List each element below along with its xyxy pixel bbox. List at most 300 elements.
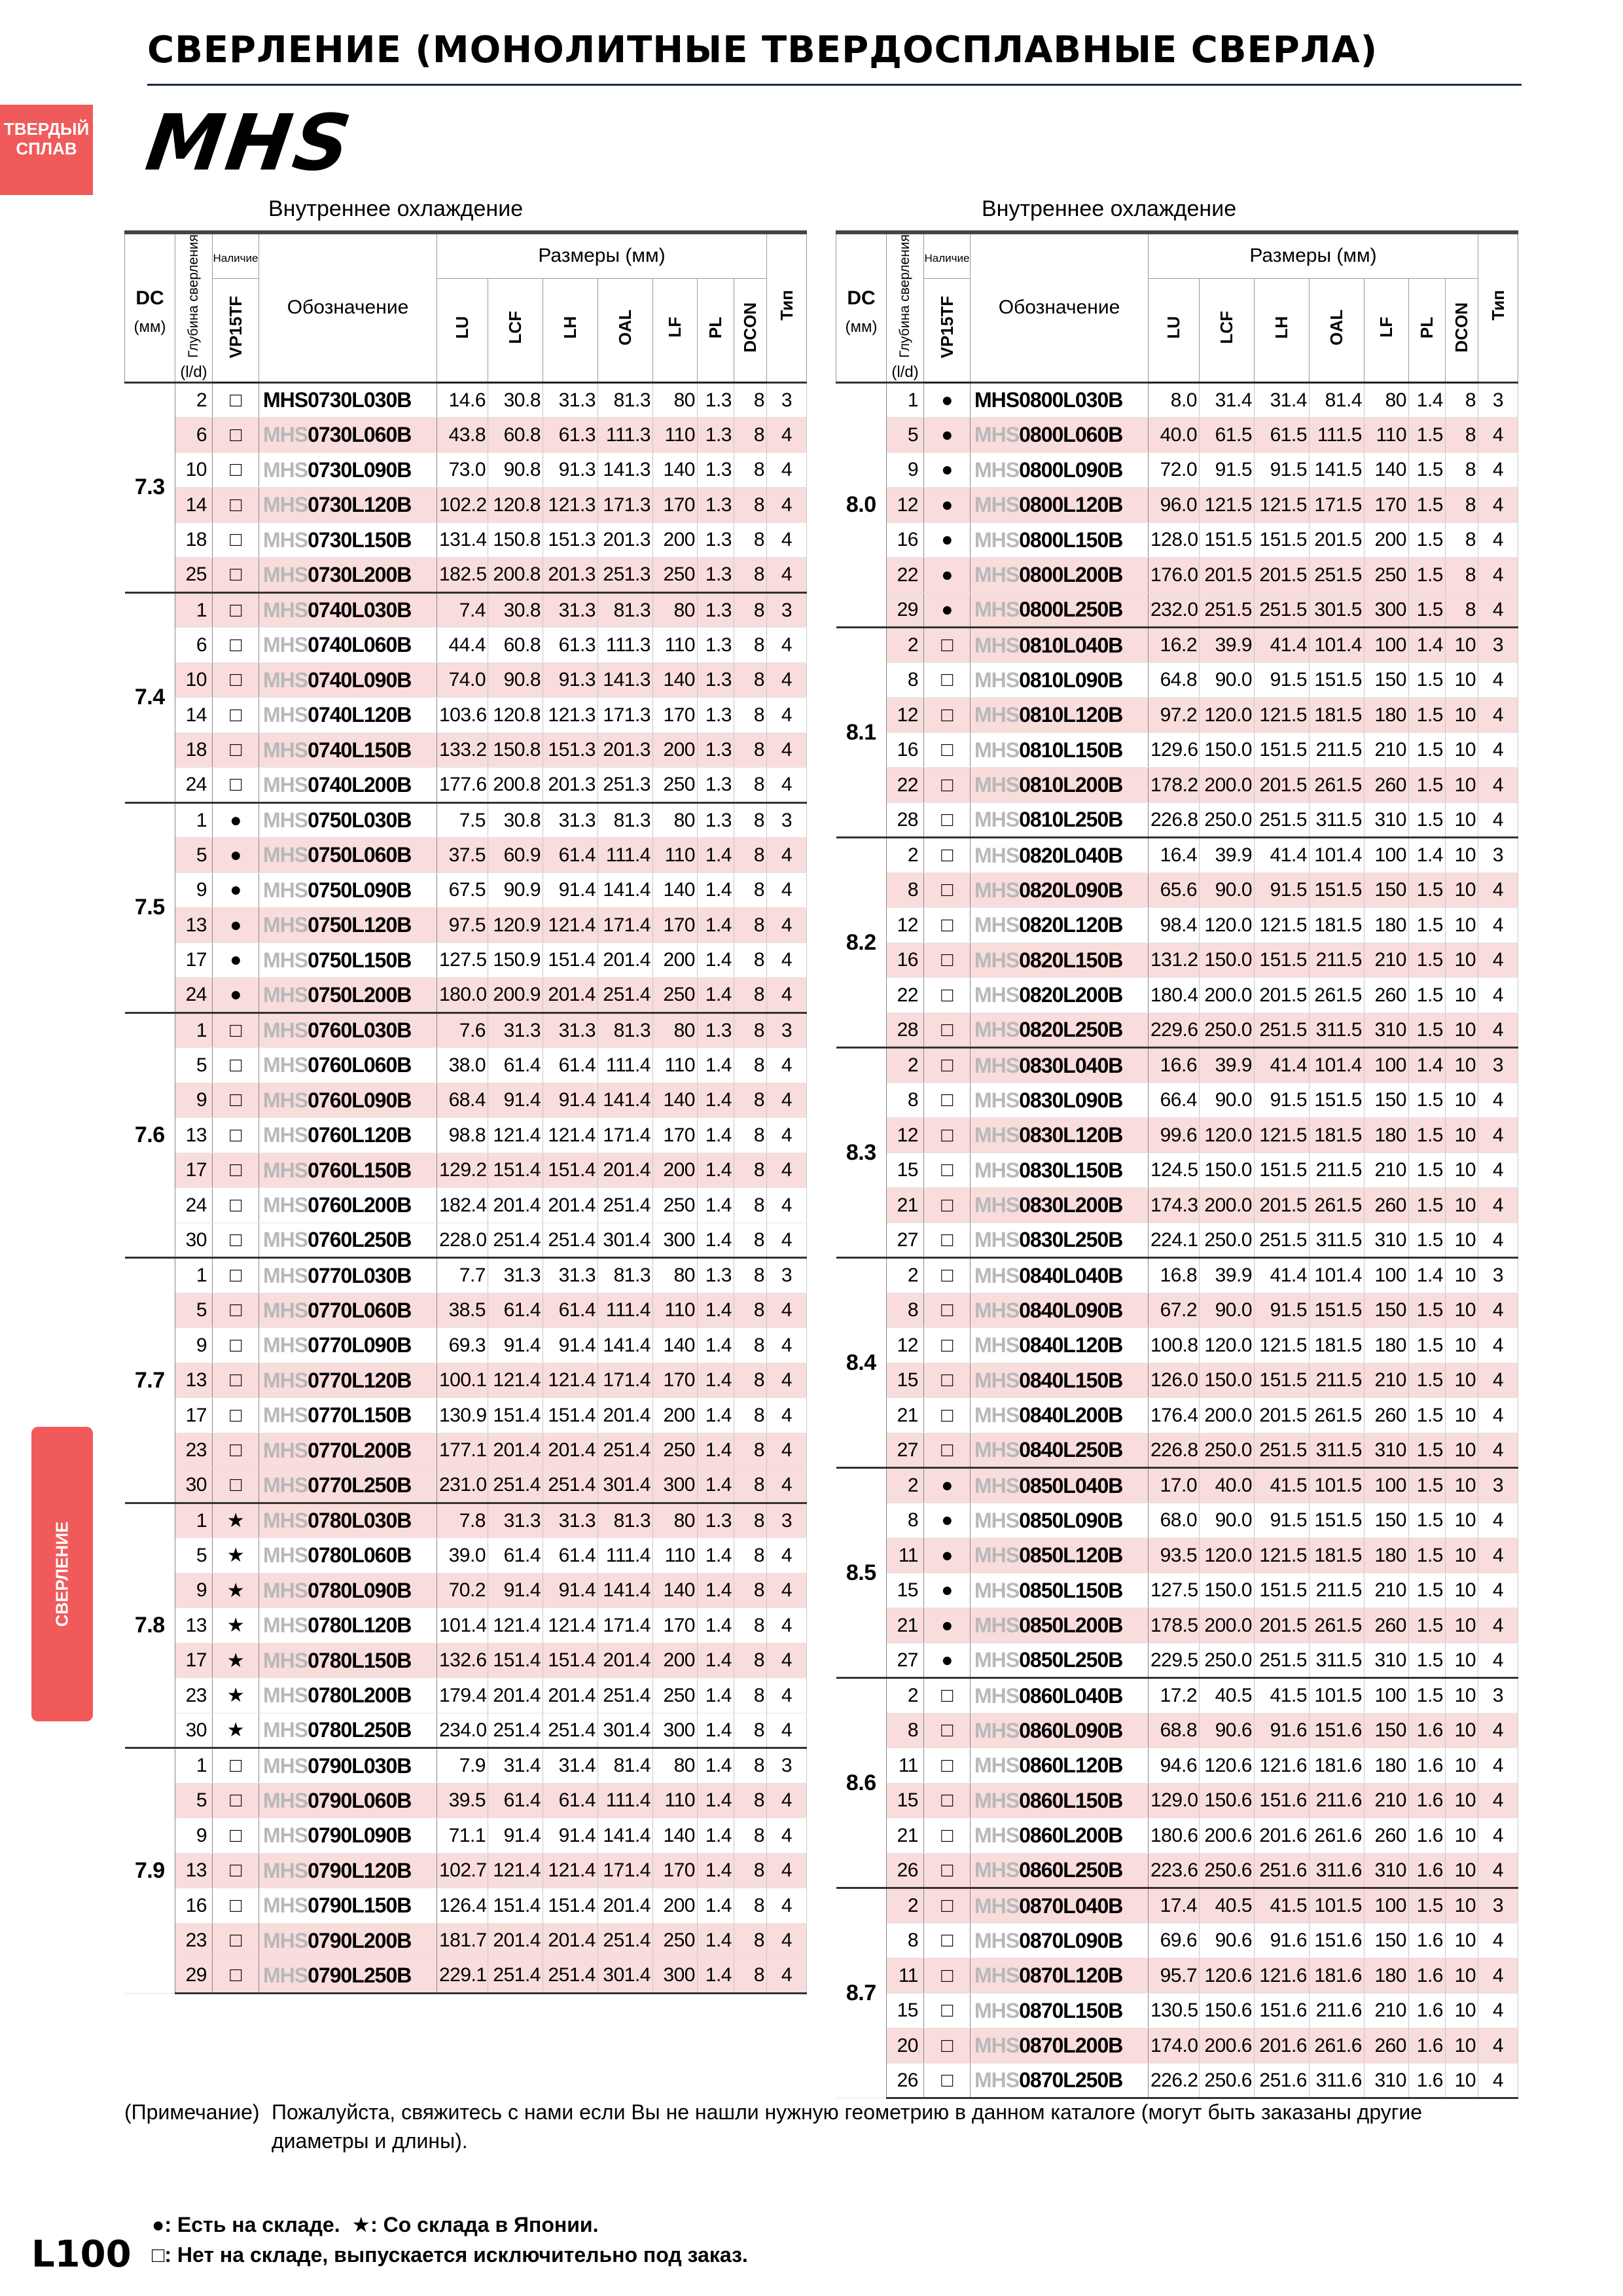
code-body: 0740L060B — [308, 633, 412, 656]
table-row — [836, 872, 1518, 908]
designation-code[interactable] — [971, 1328, 1149, 1363]
lcf-value: 150.0 — [1200, 732, 1255, 768]
lcf-value: 39.9 — [1200, 628, 1255, 663]
designation-code[interactable] — [971, 1573, 1149, 1608]
lf-value: 80 — [653, 382, 698, 418]
lh-value: 151.4 — [543, 942, 598, 978]
table-row — [836, 1083, 1518, 1118]
code-prefix: MHS — [263, 878, 308, 902]
code-body: 0780L060B — [308, 1543, 412, 1567]
table-row — [836, 908, 1518, 943]
code-prefix: MHS — [263, 1123, 308, 1147]
lu-value: 129.0 — [1149, 1783, 1200, 1818]
lf-value: 140 — [653, 452, 698, 488]
depth-value: 16 — [175, 1888, 213, 1924]
designation-code[interactable] — [259, 452, 437, 488]
lu-value: 130.9 — [437, 1398, 488, 1433]
lu-value: 68.0 — [1149, 1503, 1200, 1538]
code-prefix: MHS — [974, 1823, 1020, 1847]
designation-code[interactable] — [259, 418, 437, 453]
lh-value: 151.4 — [543, 1643, 598, 1678]
depth-value: 13 — [175, 1363, 213, 1398]
designation-code[interactable] — [971, 1118, 1149, 1153]
designation-code[interactable] — [971, 1398, 1149, 1433]
depth-value: 8 — [887, 872, 924, 908]
lf-value: 100 — [1364, 1888, 1409, 1924]
designation-code[interactable] — [259, 1153, 437, 1188]
depth-value: 8 — [887, 1293, 924, 1328]
type-value: 4 — [767, 1328, 807, 1363]
designation-code[interactable] — [971, 1188, 1149, 1223]
designation-code[interactable] — [259, 1293, 437, 1328]
type-value: 4 — [1478, 522, 1518, 558]
oal-value: 211.5 — [1310, 942, 1364, 978]
lcf-value: 200.6 — [1200, 2028, 1255, 2064]
lcf-value: 120.0 — [1200, 908, 1255, 943]
designation-code[interactable] — [971, 838, 1149, 873]
designation-code[interactable] — [259, 1958, 437, 1994]
code-prefix: MHS — [974, 1928, 1020, 1952]
designation-code[interactable] — [259, 382, 437, 418]
designation-code[interactable] — [259, 802, 437, 838]
pl-value: 1.5 — [1409, 942, 1446, 978]
designation-code[interactable] — [971, 452, 1149, 488]
availability-order-icon: □ — [924, 768, 971, 803]
table-row — [836, 1153, 1518, 1188]
pl-value: 1.3 — [698, 452, 734, 488]
code-prefix: MHS — [974, 843, 1020, 867]
designation-code[interactable] — [259, 1923, 437, 1958]
availability-order-icon: □ — [924, 1888, 971, 1924]
designation-code[interactable] — [259, 1118, 437, 1153]
code-body: 0810L150B — [1019, 738, 1123, 762]
designation-code[interactable] — [259, 1223, 437, 1258]
lf-value: 170 — [653, 908, 698, 943]
availability-order-icon: □ — [213, 1783, 259, 1818]
designation-code[interactable] — [971, 1608, 1149, 1643]
code-prefix: MHS — [974, 493, 1020, 516]
dcon-value: 10 — [1446, 1713, 1478, 1748]
lf-value: 260 — [1364, 1188, 1409, 1223]
depth-value: 9 — [887, 452, 924, 488]
depth-value: 8 — [887, 662, 924, 698]
dcon-value: 8 — [734, 1468, 767, 1503]
oal-value: 301.5 — [1310, 592, 1364, 628]
designation-code[interactable] — [259, 1398, 437, 1433]
depth-value: 21 — [887, 1818, 924, 1854]
dcon-value: 8 — [1446, 592, 1478, 628]
dcon-value: 8 — [734, 872, 767, 908]
code-prefix: MHS — [974, 808, 1020, 831]
lh-value: 151.5 — [1255, 1363, 1310, 1398]
lcf-value: 120.9 — [488, 908, 543, 943]
lh-value: 151.6 — [1255, 1993, 1310, 2028]
designation-code[interactable] — [971, 1013, 1149, 1048]
code-body: 0840L090B — [1019, 1298, 1123, 1322]
designation-code[interactable] — [971, 802, 1149, 838]
designation-code[interactable] — [971, 1958, 1149, 1994]
depth-value: 15 — [887, 1783, 924, 1818]
designation-code[interactable] — [259, 592, 437, 628]
designation-code[interactable] — [971, 1888, 1149, 1924]
table-row — [125, 1293, 807, 1328]
table-row — [125, 768, 807, 803]
lu-value: 7.6 — [437, 1013, 488, 1048]
lf-value: 260 — [1364, 2028, 1409, 2064]
lcf-value: 250.0 — [1200, 1223, 1255, 1258]
drilling-section-tab[interactable] — [31, 1427, 93, 1721]
designation-code[interactable] — [259, 978, 437, 1013]
code-body: 0840L250B — [1019, 1438, 1123, 1462]
code-prefix: MHS — [263, 457, 308, 482]
designation-code[interactable] — [971, 1748, 1149, 1784]
designation-code[interactable] — [259, 1048, 437, 1083]
designation-code[interactable] — [259, 1713, 437, 1748]
left-table-caption: Внутреннее охлаждение — [268, 196, 524, 221]
pl-value: 1.3 — [698, 558, 734, 593]
lh-value: 121.6 — [1255, 1748, 1310, 1784]
designation-code[interactable] — [971, 1363, 1149, 1398]
designation-code[interactable] — [971, 488, 1149, 523]
designation-code[interactable] — [259, 1433, 437, 1468]
designation-code[interactable] — [259, 1608, 437, 1643]
lf-value: 150 — [1364, 1293, 1409, 1328]
oal-value: 311.5 — [1310, 1223, 1364, 1258]
depth-value: 2 — [887, 1678, 924, 1713]
oal-value: 151.6 — [1310, 1713, 1364, 1748]
designation-code[interactable] — [971, 1923, 1149, 1958]
designation-code[interactable] — [971, 1503, 1149, 1538]
lh-value: 201.3 — [543, 768, 598, 803]
designation-code[interactable] — [971, 2028, 1149, 2064]
lcf-value: 121.5 — [1200, 488, 1255, 523]
oal-value: 141.3 — [598, 662, 653, 698]
table-row — [836, 1258, 1518, 1293]
code-prefix: MHS — [974, 1368, 1020, 1392]
designation-code[interactable] — [259, 908, 437, 943]
availability-order-icon: □ — [924, 662, 971, 698]
lu-value: 181.7 — [437, 1923, 488, 1958]
code-prefix: MHS — [974, 1053, 1020, 1077]
lu-value: 7.8 — [437, 1503, 488, 1538]
availability-order-icon: □ — [213, 1818, 259, 1854]
lcf-value: 151.4 — [488, 1153, 543, 1188]
pl-value: 1.5 — [1409, 1643, 1446, 1678]
code-body: 0870L250B — [1019, 2068, 1123, 2092]
dcon-value: 8 — [734, 1853, 767, 1888]
dc-value: 8.5 — [836, 1468, 887, 1678]
lu-value: 126.4 — [437, 1888, 488, 1924]
lf-value: 300 — [653, 1468, 698, 1503]
designation-code[interactable] — [971, 698, 1149, 733]
lf-value: 210 — [1364, 942, 1409, 978]
depth-value: 18 — [175, 732, 213, 768]
designation-code[interactable] — [971, 908, 1149, 943]
table-row — [836, 942, 1518, 978]
designation-code[interactable] — [971, 662, 1149, 698]
designation-code[interactable] — [259, 1643, 437, 1678]
lcf-value: 150.0 — [1200, 1363, 1255, 1398]
designation-code[interactable] — [971, 2063, 1149, 2098]
designation-code[interactable] — [259, 488, 437, 523]
designation-code[interactable] — [259, 1538, 437, 1573]
designation-code[interactable] — [259, 1363, 437, 1398]
designation-code[interactable] — [971, 628, 1149, 663]
designation-code[interactable] — [259, 1748, 437, 1784]
oal-value: 141.4 — [598, 1573, 653, 1608]
code-prefix: MHS — [263, 948, 308, 972]
availability-order-icon: □ — [213, 1188, 259, 1223]
designation-code[interactable] — [971, 1538, 1149, 1573]
designation-code[interactable] — [259, 1188, 437, 1223]
depth-value: 2 — [887, 838, 924, 873]
lf-value: 310 — [1364, 1643, 1409, 1678]
oal-value: 141.3 — [598, 452, 653, 488]
depth-value: 21 — [887, 1608, 924, 1643]
lcf-value: 151.4 — [488, 1888, 543, 1924]
code-prefix: MHS — [974, 457, 1020, 482]
designation-code[interactable] — [259, 1678, 437, 1713]
type-value: 4 — [1478, 802, 1518, 838]
designation-code[interactable] — [971, 1048, 1149, 1083]
pl-value: 1.5 — [1409, 1503, 1446, 1538]
code-prefix: MHS — [974, 2068, 1020, 2092]
designation-code[interactable] — [259, 732, 437, 768]
designation-code[interactable] — [259, 1818, 437, 1854]
designation-code[interactable] — [259, 522, 437, 558]
oal-value: 201.4 — [598, 1398, 653, 1433]
pl-value: 1.4 — [698, 1643, 734, 1678]
dcon-value: 10 — [1446, 942, 1478, 978]
lh-value: 121.4 — [543, 1608, 598, 1643]
designation-code[interactable] — [971, 1643, 1149, 1678]
lu-value: 64.8 — [1149, 662, 1200, 698]
type-value: 4 — [1478, 1188, 1518, 1223]
lh-value: 151.5 — [1255, 732, 1310, 768]
lcf-value: 250.0 — [1200, 1013, 1255, 1048]
code-body: 0790L030B — [308, 1753, 412, 1778]
code-prefix: MHS — [263, 1928, 308, 1952]
type-value: 4 — [1478, 662, 1518, 698]
designation-code[interactable] — [971, 1713, 1149, 1748]
designation-code[interactable] — [259, 558, 437, 593]
oal-value: 101.4 — [1310, 1048, 1364, 1083]
code-body: 0770L200B — [308, 1438, 412, 1462]
type-value: 4 — [1478, 1748, 1518, 1784]
designation-header: Обозначение — [971, 232, 1149, 382]
designation-code[interactable] — [971, 522, 1149, 558]
lcf-value: 90.8 — [488, 662, 543, 698]
lf-value: 110 — [1364, 418, 1409, 453]
designation-code[interactable] — [259, 1468, 437, 1503]
type-value: 3 — [767, 1258, 807, 1293]
designation-code[interactable] — [971, 1153, 1149, 1188]
type-value: 4 — [1478, 1433, 1518, 1468]
depth-value: 8 — [887, 1923, 924, 1958]
code-body: 0750L030B — [308, 808, 412, 832]
dc-value: 8.4 — [836, 1258, 887, 1468]
type-value: 4 — [767, 732, 807, 768]
lu-value: 72.0 — [1149, 452, 1200, 488]
lu-value: 39.5 — [437, 1783, 488, 1818]
designation-code[interactable] — [259, 1853, 437, 1888]
availability-japan-icon: ★ — [213, 1608, 259, 1643]
lu-value: 103.6 — [437, 698, 488, 733]
code-body: 0760L120B — [308, 1123, 412, 1147]
type-value: 3 — [1478, 628, 1518, 663]
dcon-value: 8 — [734, 978, 767, 1013]
pl-value: 1.5 — [1409, 1678, 1446, 1713]
designation-code[interactable] — [259, 1503, 437, 1538]
depth-value: 22 — [887, 768, 924, 803]
code-prefix: MHS — [263, 1648, 308, 1672]
table-row — [125, 838, 807, 873]
lh-value: 251.5 — [1255, 1433, 1310, 1468]
lcf-value: 90.9 — [488, 872, 543, 908]
title-underline — [147, 84, 1522, 86]
lh-value: 121.3 — [543, 698, 598, 733]
dcon-value: 8 — [734, 802, 767, 838]
designation-code[interactable] — [259, 1013, 437, 1048]
lcf-value: 40.5 — [1200, 1678, 1255, 1713]
table-row — [836, 522, 1518, 558]
designation-code[interactable] — [971, 1853, 1149, 1888]
availability-stock-icon: ● — [924, 558, 971, 593]
designation-code[interactable] — [259, 942, 437, 978]
code-prefix: MHS — [263, 1018, 308, 1042]
designation-code[interactable] — [971, 592, 1149, 628]
oal-value: 261.5 — [1310, 768, 1364, 803]
pl-value: 1.4 — [698, 1818, 734, 1854]
designation-code[interactable] — [971, 1468, 1149, 1503]
designation-code[interactable] — [971, 558, 1149, 593]
depth-value: 15 — [887, 1573, 924, 1608]
table-row — [125, 1258, 807, 1293]
lh-value: 31.4 — [1255, 382, 1310, 418]
type-value: 4 — [1478, 1818, 1518, 1854]
designation-code[interactable] — [259, 1573, 437, 1608]
code-body: 0820L040B — [1019, 843, 1123, 867]
dcon-value: 8 — [1446, 418, 1478, 453]
designation-code[interactable] — [259, 1083, 437, 1118]
code-prefix: MHS — [263, 1683, 308, 1707]
lu-value: 128.0 — [1149, 522, 1200, 558]
designation-code[interactable] — [971, 1818, 1149, 1854]
code-prefix: MHS — [263, 598, 308, 622]
type-value: 4 — [1478, 418, 1518, 453]
note-text: Пожалуйста, свяжитесь с нами если Вы не нашли нужную геометрию в данном каталоге (могут быть заказаны другие диаметры и длины). — [272, 2100, 1423, 2153]
depth-value: 12 — [887, 1328, 924, 1363]
designation-code[interactable] — [971, 1678, 1149, 1713]
designation-code[interactable] — [971, 732, 1149, 768]
pl-value: 1.4 — [698, 1573, 734, 1608]
lh-value: 41.4 — [1255, 1258, 1310, 1293]
designation-code[interactable] — [971, 1223, 1149, 1258]
designation-code[interactable] — [259, 662, 437, 698]
oal-value: 141.4 — [598, 872, 653, 908]
type-header: Тип — [767, 232, 807, 382]
designation-code[interactable] — [259, 768, 437, 803]
depth-value: 6 — [175, 628, 213, 663]
designation-code[interactable] — [971, 1993, 1149, 2028]
code-body: 0820L120B — [1019, 913, 1123, 937]
designation-code[interactable] — [971, 1433, 1149, 1468]
availability-japan-icon: ★ — [213, 1678, 259, 1713]
designation-code[interactable] — [259, 698, 437, 733]
designation-code[interactable] — [971, 1293, 1149, 1328]
oal-value: 211.5 — [1310, 1153, 1364, 1188]
type-value: 4 — [767, 1923, 807, 1958]
availability-stock-icon: ● — [924, 522, 971, 558]
designation-code[interactable] — [971, 1083, 1149, 1118]
type-value: 4 — [1478, 2063, 1518, 2098]
pl-value: 1.5 — [1409, 698, 1446, 733]
code-body: 0810L040B — [1019, 633, 1123, 657]
availability-stock-icon: ● — [924, 1538, 971, 1573]
type-value: 4 — [767, 908, 807, 943]
designation-code[interactable] — [259, 1328, 437, 1363]
table-row — [836, 1223, 1518, 1258]
designation-code[interactable] — [971, 872, 1149, 908]
dcon-value: 10 — [1446, 1293, 1478, 1328]
designation-code[interactable] — [259, 628, 437, 663]
pl-value: 1.5 — [1409, 522, 1446, 558]
lf-value: 200 — [653, 1643, 698, 1678]
oal-value: 111.4 — [598, 1293, 653, 1328]
lh-value: 151.3 — [543, 522, 598, 558]
designation-code[interactable] — [971, 1783, 1149, 1818]
designation-code[interactable] — [971, 942, 1149, 978]
lu-value: 174.0 — [1149, 2028, 1200, 2064]
dc-value: 7.9 — [125, 1748, 175, 1994]
oal-value: 261.6 — [1310, 2028, 1364, 2064]
designation-code[interactable] — [259, 1783, 437, 1818]
type-value: 4 — [1478, 2028, 1518, 2064]
dcon-value: 10 — [1446, 1608, 1478, 1643]
type-value: 3 — [1478, 1678, 1518, 1713]
depth-value: 15 — [887, 1993, 924, 2028]
code-body: 0840L120B — [1019, 1333, 1123, 1357]
lh-value: 31.3 — [543, 592, 598, 628]
dcon-value: 8 — [734, 558, 767, 593]
type-value: 4 — [767, 1818, 807, 1854]
pl-value: 1.3 — [698, 768, 734, 803]
designation-code[interactable] — [259, 838, 437, 873]
lf-value: 210 — [1364, 1573, 1409, 1608]
lcf-value: 61.4 — [488, 1293, 543, 1328]
pl-value: 1.3 — [698, 1013, 734, 1048]
designation-code[interactable] — [971, 418, 1149, 453]
dc-value: 7.3 — [125, 382, 175, 592]
lu-value: 71.1 — [437, 1818, 488, 1854]
table-row — [125, 908, 807, 943]
depth-value: 5 — [887, 418, 924, 453]
code-body: 0830L150B — [1019, 1158, 1123, 1182]
code-body: 0790L200B — [308, 1928, 412, 1952]
oal-value: 181.5 — [1310, 1118, 1364, 1153]
designation-code[interactable] — [971, 978, 1149, 1013]
lcf-value: 121.4 — [488, 1608, 543, 1643]
designation-code[interactable] — [971, 768, 1149, 803]
designation-code[interactable] — [971, 382, 1149, 418]
designation-code[interactable] — [971, 1258, 1149, 1293]
designation-code[interactable] — [259, 872, 437, 908]
dcon-value: 8 — [1446, 522, 1478, 558]
lu-value: 223.6 — [1149, 1853, 1200, 1888]
code-body: 0730L200B — [308, 562, 412, 586]
designation-code[interactable] — [259, 1258, 437, 1293]
designation-code[interactable] — [259, 1888, 437, 1924]
